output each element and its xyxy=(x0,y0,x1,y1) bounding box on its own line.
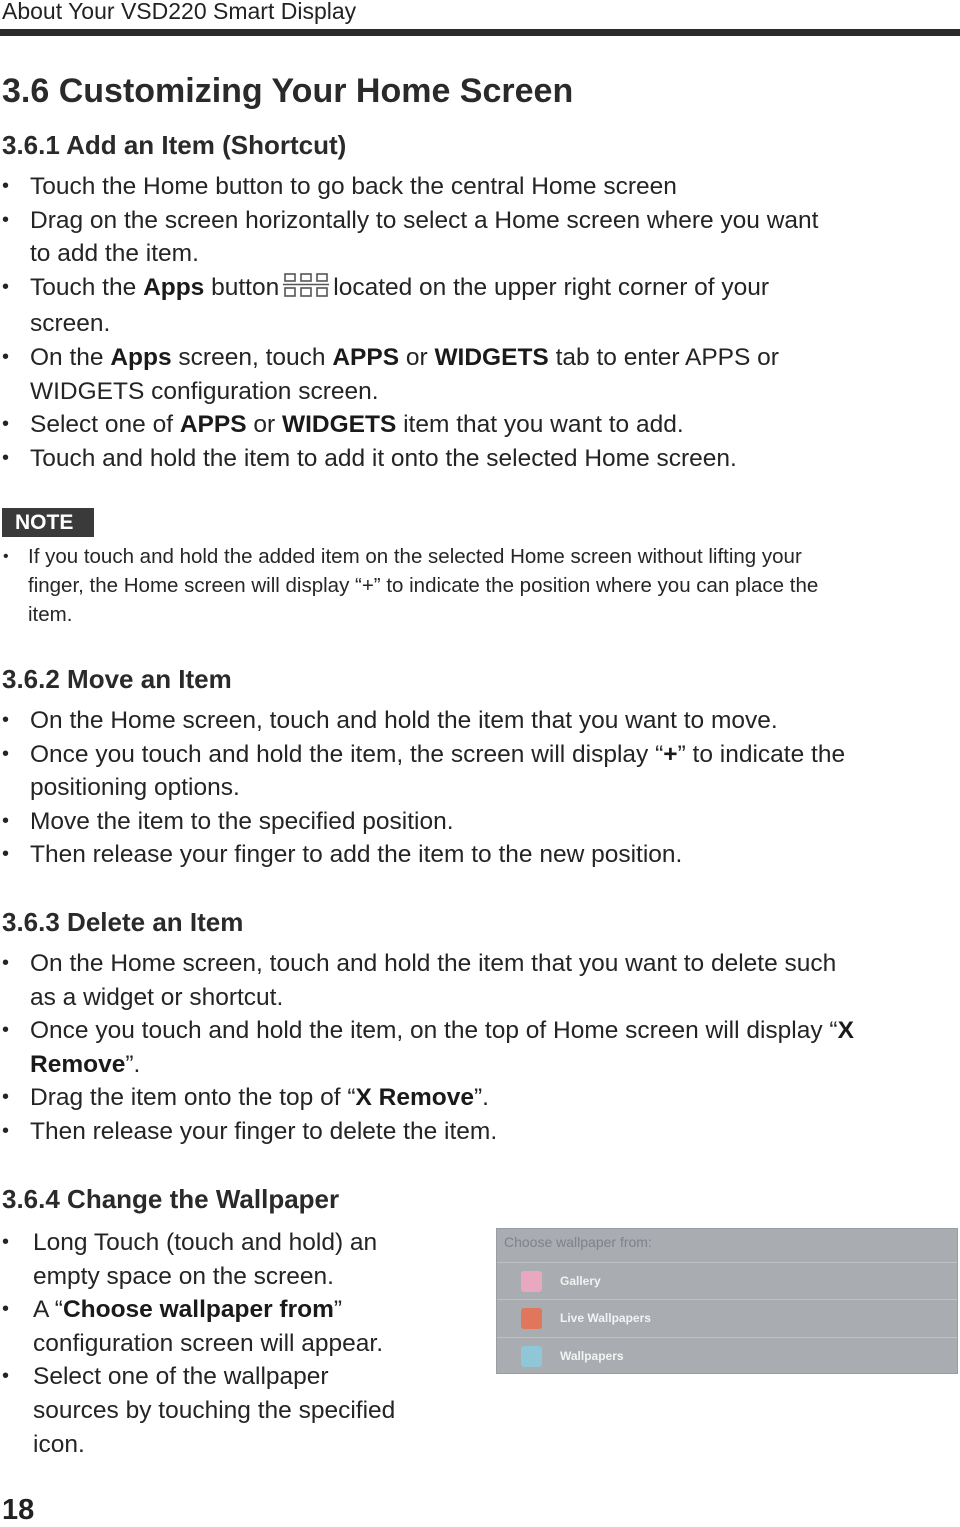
wallpaper-option-label: Gallery xyxy=(560,1274,601,1288)
list-item: • A “Choose wallpaper from” configuration screen will appear. xyxy=(2,1296,384,1357)
list-item: • Once you touch and hold the item, the screen will display “+” to indicate the positioning options. xyxy=(2,740,846,802)
page-number: 18 xyxy=(2,1494,35,1526)
choose-wallpaper-screenshot xyxy=(496,1228,958,1374)
subsection-heading-add-item: 3.6.1 Add an Item (Shortcut) xyxy=(2,130,347,160)
running-header: About Your VSD220 Smart Display xyxy=(2,0,357,24)
subsection-heading-move-item: 3.6.2 Move an Item xyxy=(2,664,232,694)
list-item: • Touch and hold the item to add it onto the selected Home screen. xyxy=(2,444,737,472)
section-title: 3.6 Customizing Your Home Screen xyxy=(2,72,574,110)
live-wallpapers-icon xyxy=(521,1308,542,1329)
list-item: • Touch the Home button to go back the central Home screen xyxy=(2,173,677,200)
wallpaper-option-label: Wallpapers xyxy=(560,1349,624,1363)
wallpaper-option-gallery[interactable] xyxy=(497,1262,957,1300)
list-item: • Select one of the wallpaper sources by touching the specified icon. xyxy=(2,1363,396,1458)
move-item-steps xyxy=(0,704,960,872)
list-item: • Once you touch and hold the item, on the top of Home screen will display “X Remove”. xyxy=(2,1017,854,1078)
choose-wallpaper-title: Choose wallpaper from: xyxy=(504,1234,652,1250)
apps-grid-icon xyxy=(283,272,329,308)
wallpaper-option-live-wallpapers[interactable] xyxy=(497,1299,957,1337)
add-item-steps xyxy=(0,170,960,475)
note-text xyxy=(0,542,960,629)
note-label: NOTE xyxy=(2,508,94,537)
wallpapers-icon xyxy=(521,1346,542,1367)
list-item: • Select one of APPS or WIDGETS item that you want to add. xyxy=(2,411,684,439)
list-item: • Drag on the screen horizontally to select a Home screen where you want to add the item. xyxy=(2,206,819,268)
gallery-icon xyxy=(521,1271,542,1292)
subsection-heading-delete-item: 3.6.3 Delete an Item xyxy=(2,907,244,937)
list-item: • Long Touch (touch and hold) an empty space on the screen. xyxy=(2,1229,378,1290)
wallpaper-option-label: Live Wallpapers xyxy=(560,1311,651,1325)
list-item: • Touch the Apps button located on the upper right corner of your screen. xyxy=(2,273,770,338)
list-item: • On the Apps screen, touch APPS or WIDGETS tab to enter APPS or WIDGETS configuration screen. xyxy=(2,343,779,405)
header-rule xyxy=(0,29,960,36)
change-wallpaper-steps xyxy=(0,1226,480,1461)
list-item: • On the Home screen, touch and hold the item that you want to delete such as a widget or shortcut. xyxy=(2,950,837,1011)
list-item: • If you touch and hold the added item on the selected Home screen without lifting your finger, the Home screen will display “+” to indicate the position where you can place the item. xyxy=(3,545,819,626)
subsection-heading-change-wallpaper: 3.6.4 Change the Wallpaper xyxy=(2,1184,340,1214)
wallpaper-option-wallpapers[interactable] xyxy=(497,1337,957,1375)
list-item: • Then release your finger to add the item to the new position. xyxy=(2,841,683,869)
list-item: • Move the item to the specified position. xyxy=(2,807,454,835)
list-item: • Drag the item onto the top of “X Remove”. xyxy=(2,1084,489,1112)
list-item: • Then release your finger to delete the item. xyxy=(2,1117,498,1145)
list-item: • On the Home screen, touch and hold the item that you want to move. xyxy=(2,707,778,734)
delete-item-steps xyxy=(0,947,960,1149)
